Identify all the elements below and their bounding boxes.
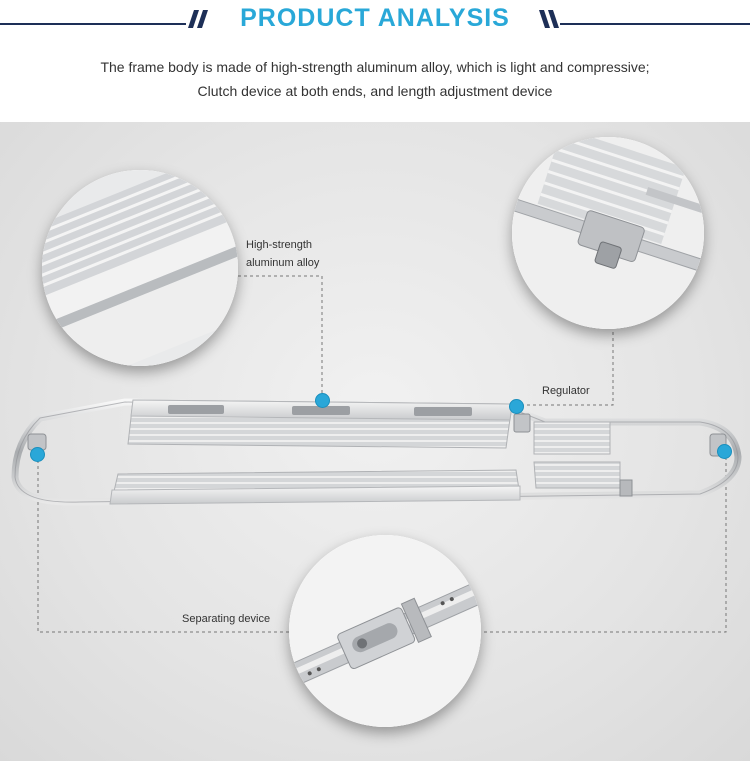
header [0, 0, 750, 122]
alloy-detail-circle [42, 170, 238, 366]
regulator-label: Regulator [542, 385, 590, 397]
page-title: PRODUCT ANALYSIS [240, 4, 510, 32]
slash-decoration-right [539, 10, 561, 28]
title-divider-right [560, 23, 750, 25]
alloy-label-line-2: aluminum alloy [246, 257, 320, 269]
stretcher-frame [15, 400, 738, 504]
separator-marker-dot-left [31, 448, 44, 461]
separating-device-detail-circle [289, 535, 481, 727]
description-line-1: The frame body is made of high-strength aluminum alloy, which is light and compressive; [100, 59, 650, 75]
alloy-label-line-1: High-strength [246, 239, 313, 251]
separating-device-label: Separating device [182, 613, 271, 625]
regulator-marker-dot [510, 400, 523, 413]
alloy-marker-dot [316, 394, 329, 407]
regulator-detail-circle [512, 137, 704, 329]
description-line-2: Clutch device at both ends, and length adjustment device [197, 83, 553, 99]
separator-marker-dot-right [718, 445, 731, 458]
